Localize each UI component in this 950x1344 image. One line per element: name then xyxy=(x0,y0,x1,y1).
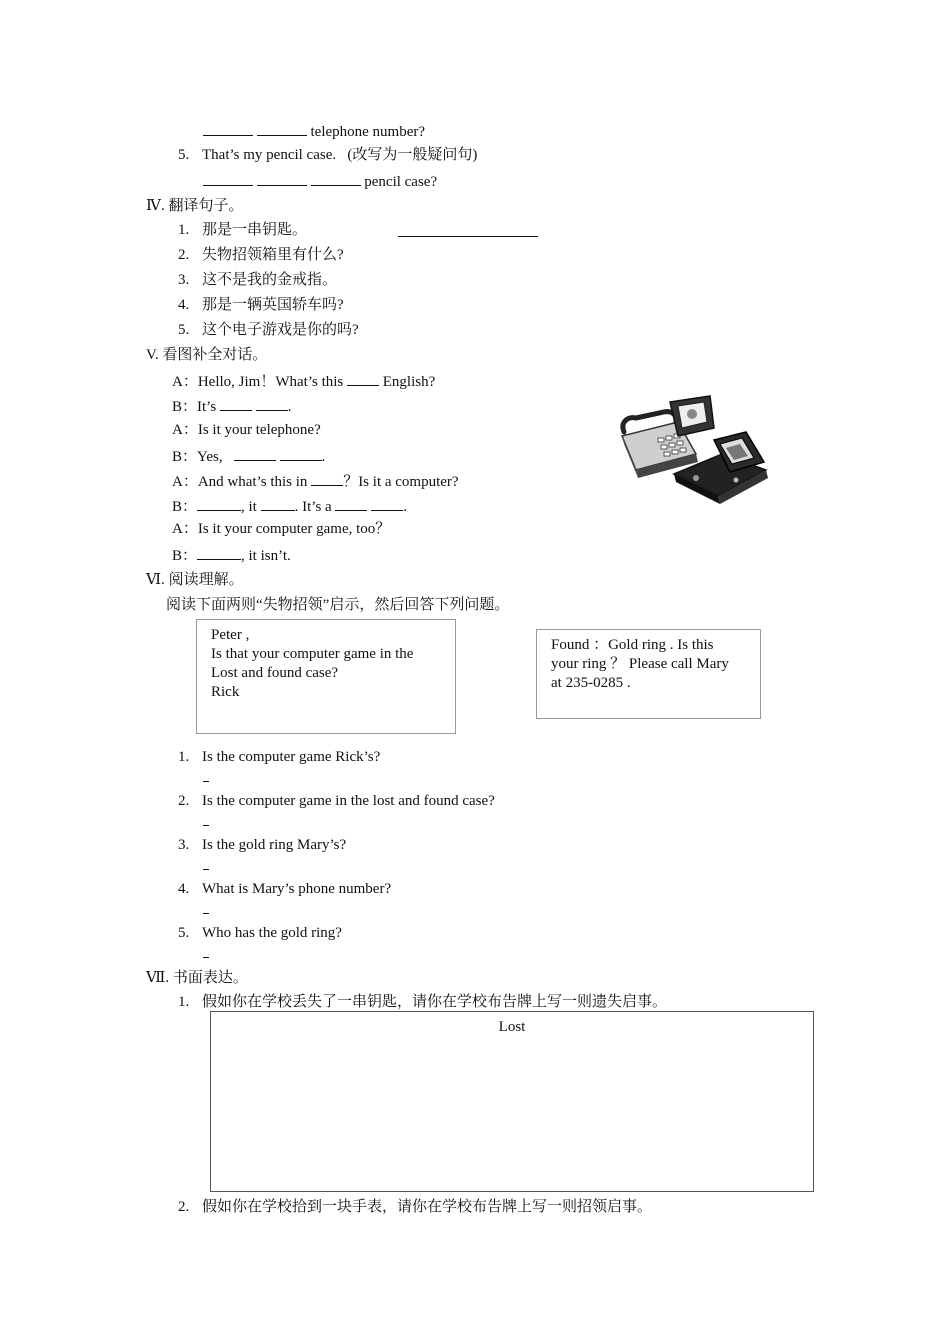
writing-box-title: Lost xyxy=(498,1019,526,1035)
answer-line[interactable] xyxy=(203,957,209,958)
phone-and-game-illustration xyxy=(618,392,770,510)
blank[interactable] xyxy=(203,171,253,186)
blank[interactable] xyxy=(347,371,379,386)
answer-line[interactable] xyxy=(203,825,209,826)
translate-item: 1. 那是一串钥匙。 xyxy=(178,222,308,238)
dialogue-line: B： , it isn’t. xyxy=(172,545,291,565)
blank[interactable] xyxy=(203,121,253,136)
translate-item: 2. 失物招领箱里有什么? xyxy=(178,247,344,263)
dialogue-line: A：Is it your computer game, too？ xyxy=(172,521,391,537)
blank[interactable] xyxy=(257,121,307,136)
translate-item: 3. 这不是我的金戒指。 xyxy=(178,272,338,288)
blank[interactable] xyxy=(220,396,252,411)
reading-question: 1. Is the computer game Rick’s? xyxy=(178,749,381,765)
reading-question: 5. Who has the gold ring? xyxy=(178,925,342,941)
blank[interactable] xyxy=(280,446,322,461)
writing-task: 1. 假如你在学校丢失了一串钥匙，请你在学校布告牌上写一则遗失启事。 xyxy=(178,994,668,1010)
writing-box[interactable] xyxy=(210,1011,814,1192)
blank[interactable] xyxy=(256,396,288,411)
blank[interactable] xyxy=(311,171,361,186)
reading-question: 2. Is the computer game in the lost and found case? xyxy=(178,793,495,809)
instruction: (改写为一般疑问句) xyxy=(347,147,478,163)
dialogue-line: B：It’s . xyxy=(172,396,291,416)
blank[interactable] xyxy=(335,496,367,511)
q5-line2: pencil case? xyxy=(203,171,437,191)
section-heading-4: Ⅳ. 翻译句子。 xyxy=(146,198,244,214)
writing-task: 2. 假如你在学校拾到一块手表，请你在学校布告牌上写一则招领启事。 xyxy=(178,1199,653,1215)
dialogue-line: B： , it . It’s a . xyxy=(172,496,407,516)
reading-question: 3. Is the gold ring Mary’s? xyxy=(178,837,347,853)
translate-item: 4. 那是一辆英国轿车吗? xyxy=(178,297,344,313)
reading-intro: 阅读下面两则“失物招领”启示，然后回答下列问题。 xyxy=(166,597,510,613)
dialogue-line: A：And what’s this in ？Is it a computer? xyxy=(172,471,459,491)
translate-item: 5. 这个电子游戏是你的吗? xyxy=(178,322,359,338)
blank[interactable] xyxy=(197,545,241,560)
notice-box-1: Peter , Is that your computer game in the Lost and found case? Rick xyxy=(196,619,456,734)
answer-line[interactable] xyxy=(203,913,209,914)
blank[interactable] xyxy=(261,496,295,511)
answer-line[interactable] xyxy=(398,236,538,237)
blank[interactable] xyxy=(197,496,241,511)
answer-line[interactable] xyxy=(203,781,209,782)
dialogue-line: A：Hello, Jim！What’s this English? xyxy=(172,371,435,391)
blank[interactable] xyxy=(371,496,403,511)
q4-line2: telephone number? xyxy=(203,121,425,141)
dialogue-line: B：Yes, . xyxy=(172,446,325,466)
blank[interactable] xyxy=(257,171,307,186)
blank[interactable] xyxy=(234,446,276,461)
dialogue-line: A：Is it your telephone? xyxy=(172,422,321,438)
section-heading-7: Ⅶ. 书面表达。 xyxy=(146,970,248,986)
answer-line[interactable] xyxy=(203,869,209,870)
reading-question: 4. What is Mary’s phone number? xyxy=(178,881,392,897)
section-heading-6: Ⅵ. 阅读理解。 xyxy=(146,572,244,588)
blank[interactable] xyxy=(311,471,343,486)
section-heading-5: V. 看图补全对话。 xyxy=(146,347,268,363)
notice-box-2: Found ：Gold ring . Is this your ring ？ Please call Mary at 235-0285 . xyxy=(536,629,761,719)
q5: 5. That’s my pencil case. (改写为一般疑问句) xyxy=(178,147,478,163)
